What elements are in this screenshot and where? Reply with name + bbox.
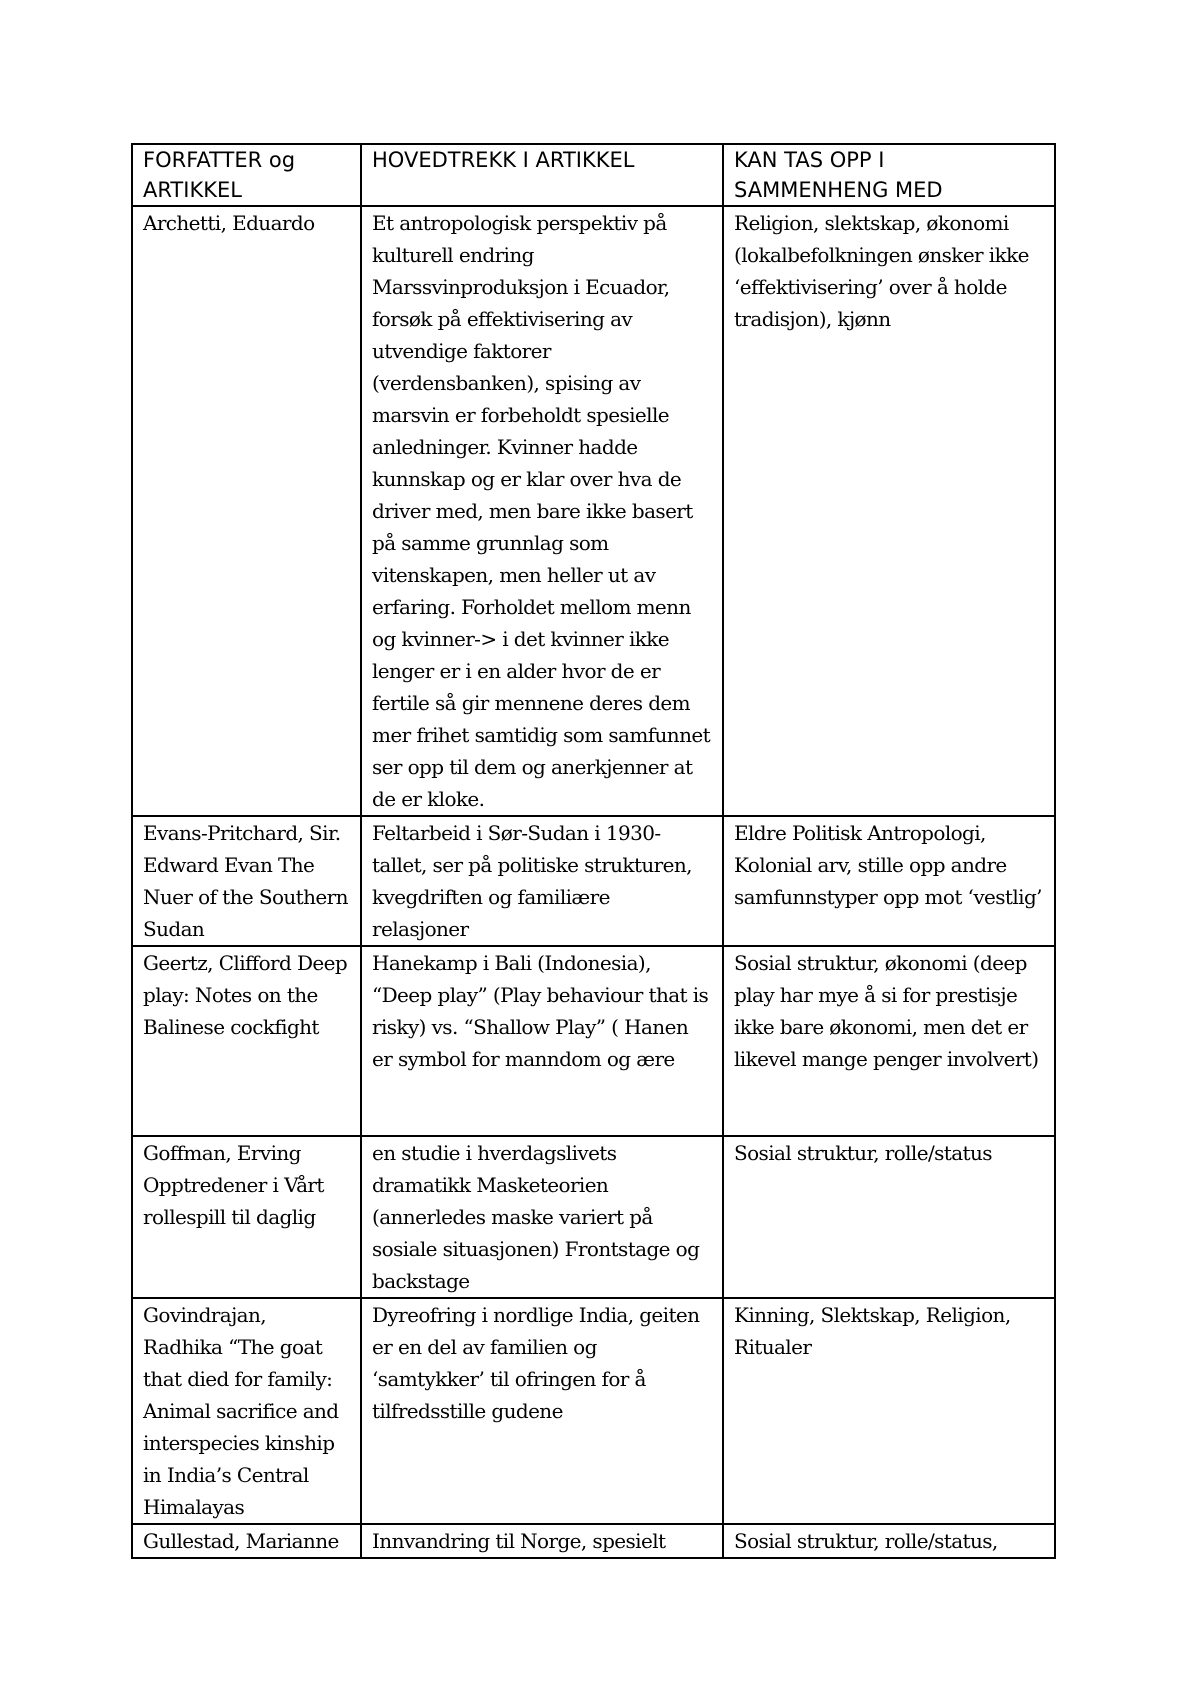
context-text: Eldre Politisk Antropologi, Kolonial arv, stille opp andre samfunnstyper opp mot ‘vestlig’ — [734, 821, 1042, 909]
header-cell-author — [132, 144, 361, 206]
summary-text: en studie i hverdagslivets dramatikk Masketeorien (annerledes maske variert på sosiale situasjonen) Frontstage og backstage — [372, 1141, 700, 1293]
author-cell — [132, 1136, 361, 1298]
context-cell — [723, 816, 1055, 946]
author-text: Goffman, Erving Opptredener i Vårt rollespill til daglig — [143, 1141, 324, 1229]
article-summary-table — [131, 143, 1056, 1559]
table-row — [132, 1298, 1055, 1524]
context-text: Sosial struktur, rolle/status, — [734, 1529, 998, 1553]
author-cell — [132, 206, 361, 816]
table-row — [132, 1136, 1055, 1298]
context-cell — [723, 946, 1055, 1136]
summary-text: Dyreofring i nordlige India, geiten er en del av familien og ‘samtykker’ til ofringen for å tilfredsstille gudene — [372, 1303, 700, 1423]
author-text: Evans-Pritchard, Sir. Edward Evan The Nuer of the Southern Sudan — [143, 821, 348, 941]
header-context-label: KAN TAS OPP I SAMMENHENG MED — [734, 148, 943, 202]
summary-cell — [361, 1136, 723, 1298]
summary-text: Et antropologisk perspektiv på kulturell endring Marssvinproduksjon i Ecuador, forsøk på effektivisering av utvendige faktorer (verdensbanken), spising av marsvin er forbeholdt spesielle anledninger. Kvinner hadde kunnskap og er klar over hva de driver med, men bare ikke basert på samme grunnlag som vitenskapen, men heller ut av erfaring. Forholdet mellom menn og kvinner-> i det kvinner ikke lenger er i en alder hvor de er fertile så gir mennene deres dem mer frihet samtidig som samfunnet ser opp til dem og anerkjenner at de er kloke. — [372, 211, 711, 811]
context-cell — [723, 1524, 1055, 1558]
summary-cell — [361, 206, 723, 816]
header-cell-context — [723, 144, 1055, 206]
summary-text: Feltarbeid i Sør-Sudan i 1930-tallet, ser på politiske strukturen, kvegdriften og familiære relasjoner — [372, 821, 692, 941]
header-author-label: FORFATTER og ARTIKKEL — [143, 148, 296, 202]
table-row — [132, 1524, 1055, 1558]
summary-cell — [361, 1524, 723, 1558]
summary-cell — [361, 816, 723, 946]
summary-cell — [361, 946, 723, 1136]
context-text: Religion, slektskap, økonomi (lokalbefolkningen ønsker ikke ‘effektivisering’ over å holde tradisjon), kjønn — [734, 211, 1029, 331]
table-row — [132, 206, 1055, 816]
context-text: Kinning, Slektskap, Religion, Ritualer — [734, 1303, 1011, 1359]
context-text: Sosial struktur, rolle/status — [734, 1141, 992, 1165]
context-text: Sosial struktur, økonomi (deep play har mye å si for prestisje ikke bare økonomi, men det er likevel mange penger involvert) — [734, 951, 1039, 1071]
author-cell — [132, 1524, 361, 1558]
author-text: Gullestad, Marianne — [143, 1529, 339, 1553]
summary-text: Hanekamp i Bali (Indonesia), “Deep play” (Play behaviour that is risky) vs. “Shallow Play” ( Hanen er symbol for manndom og ære — [372, 951, 709, 1071]
header-cell-summary — [361, 144, 723, 206]
header-summary-label: HOVEDTREKK I ARTIKKEL — [372, 148, 635, 172]
author-text: Govindrajan, Radhika “The goat that died for family: Animal sacrifice and interspecies kinship in India’s Central Himalayas — [143, 1303, 339, 1519]
table-row — [132, 816, 1055, 946]
author-cell — [132, 816, 361, 946]
context-cell — [723, 1136, 1055, 1298]
author-cell — [132, 946, 361, 1136]
context-cell — [723, 1298, 1055, 1524]
summary-text: Innvandring til Norge, spesielt — [372, 1529, 666, 1553]
table-header-row — [132, 144, 1055, 206]
author-cell — [132, 1298, 361, 1524]
summary-cell — [361, 1298, 723, 1524]
author-text: Geertz, Clifford Deep play: Notes on the Balinese cockfight — [143, 951, 348, 1039]
context-cell — [723, 206, 1055, 816]
table-row — [132, 946, 1055, 1136]
author-text: Archetti, Eduardo — [143, 211, 315, 235]
